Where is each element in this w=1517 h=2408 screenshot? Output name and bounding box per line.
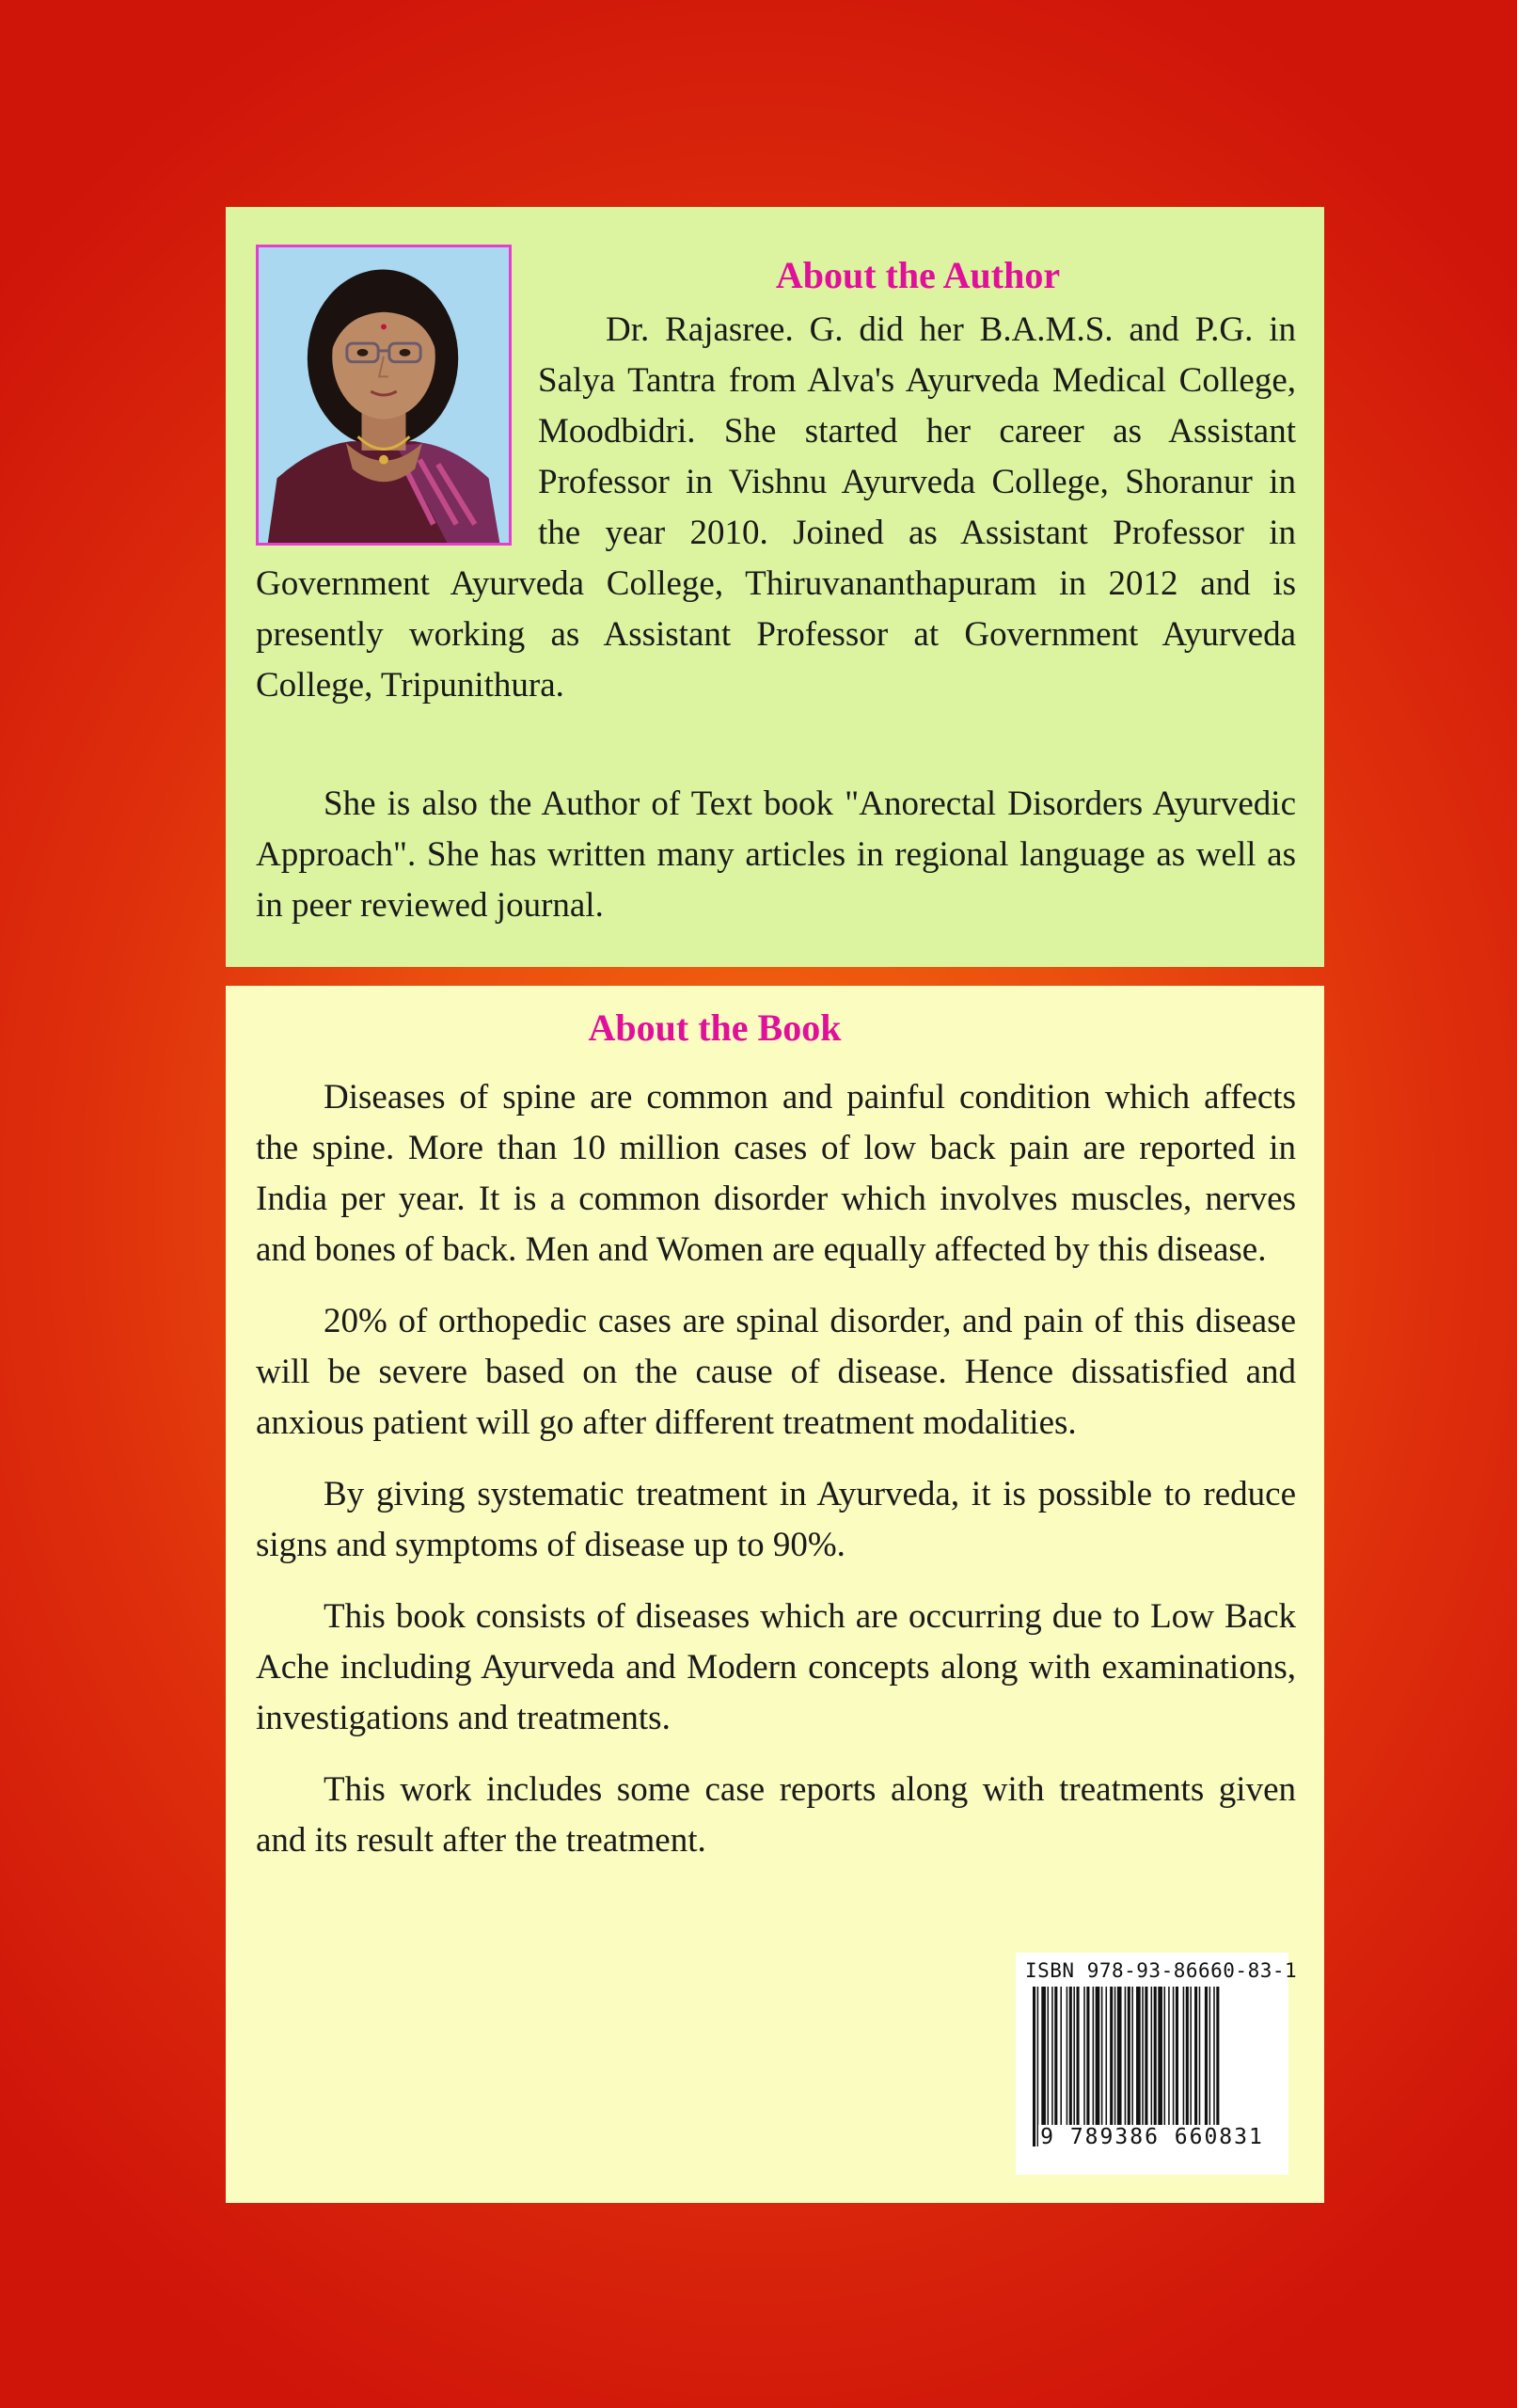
book-paragraph: Diseases of spine are common and painful condition which affects the spine. More than 10 million cases of low back pain are reported in India per year. It is a common disorder which involves muscles, nerves and bones of back. Men and Women are equally affected by this disease. (256, 1078, 1296, 1269)
barcode-bar (1086, 1987, 1089, 2128)
book-paragraph: By giving systematic treatment in Ayurveda, it is possible to reduce signs and symptoms of disease up to 90%. (256, 1475, 1296, 1564)
barcode-bar (1117, 1987, 1122, 2128)
barcode-bar (1176, 1987, 1178, 2128)
barcode-bar (1142, 1987, 1144, 2128)
barcode-bar (1067, 1987, 1068, 2128)
ean-digits-text: 9 789386 660831 (1040, 2125, 1264, 2149)
about-author-panel (226, 207, 1324, 967)
isbn-label: ISBN 978-93-86660-83-1 (1025, 1959, 1298, 1982)
author-books-paragraph (256, 779, 1296, 931)
barcode-bar (1051, 1987, 1053, 2128)
barcode-bar (1205, 1987, 1208, 2128)
barcode-bar (1168, 1987, 1170, 2128)
barcode-bar (1041, 1987, 1046, 2128)
barcode-bar (1173, 1987, 1175, 2128)
barcode-bar (1069, 1987, 1072, 2128)
barcode-bar (1213, 1987, 1215, 2128)
book-paragraph: 20% of orthopedic cases are spinal disorder, and pain of this disease will be severe based on the cause of disease. Hence dissatisfied and anxious patient will go after different treatment modalities. (256, 1302, 1296, 1442)
barcode-bar (1054, 1987, 1057, 2128)
barcode-bar (1033, 1987, 1035, 2147)
barcode-bar (1136, 1987, 1141, 2128)
barcode-bar (1106, 1987, 1108, 2128)
barcode-bar (1048, 1987, 1050, 2128)
barcode-bar (1128, 1987, 1130, 2147)
barcode-bar (1186, 1987, 1189, 2128)
book-paragraph: This book consists of diseases which are occurring due to Low Back Ache including Ayurveda and Modern concepts along with examinations, investigations and treatments. (256, 1597, 1296, 1737)
barcode-bar (1093, 1987, 1095, 2128)
barcode-icon (1025, 1987, 1279, 2147)
barcode-bar (1073, 1987, 1075, 2128)
barcode-bar (1154, 1987, 1157, 2128)
about-book-panel (226, 986, 1324, 2203)
author-bio-paragraph (256, 305, 1296, 711)
about-author-heading: About the Author (775, 254, 1061, 296)
barcode-bar (1151, 1987, 1153, 2128)
barcode-bar (1083, 1987, 1085, 2128)
barcode-bar (1060, 1987, 1062, 2128)
book-paragraph: This work includes some case reports along with treatments given and its result after the treatment. (256, 1770, 1296, 1860)
barcode-bar (1158, 1987, 1162, 2128)
barcode-bar (1183, 1987, 1185, 2128)
barcode-bar (1077, 1987, 1080, 2128)
barcode-bar (1125, 1987, 1127, 2128)
barcode-bar (1209, 1987, 1211, 2128)
barcode-bar (1164, 1987, 1166, 2128)
about-book-heading: About the Book (588, 1006, 842, 1049)
isbn-barcode (1016, 1953, 1298, 2175)
barcode-bar (1110, 1987, 1113, 2128)
barcode-bar (1114, 1987, 1116, 2128)
barcode-bar (1131, 1987, 1133, 2128)
barcode-bar (1037, 1987, 1039, 2147)
barcode-bar (1194, 1987, 1197, 2128)
barcode-bar (1190, 1987, 1192, 2128)
book-description (256, 1072, 1296, 1887)
barcode-bar (1216, 1987, 1219, 2147)
author-books-text: She is also the Author of Text book "Anorectal Disorders Ayurvedic Approach". She has written many articles in regional language as well as in peer reviewed journal. (256, 784, 1296, 925)
barcode-bar (1199, 1987, 1201, 2128)
ean-digits (1025, 2126, 1279, 2148)
barcode-bar (1096, 1987, 1100, 2128)
barcode-bar (1101, 1987, 1103, 2128)
author-bio-text: Dr. Rajasree. G. did her B.A.M.S. and P.G. in Salya Tantra from Alva's Ayurveda Medical College, Moodbidri. She started her career as Assistant Professor in Vishnu Ayurveda College, Shoranur in the year 2010. Joined as Assistant Professor in Government Ayurveda College, Thiruvananthapuram in 2012 and is presently working as Assistant Professor at Government Ayurveda College, Tripunithura. (256, 310, 1296, 705)
barcode-bar (1145, 1987, 1147, 2128)
